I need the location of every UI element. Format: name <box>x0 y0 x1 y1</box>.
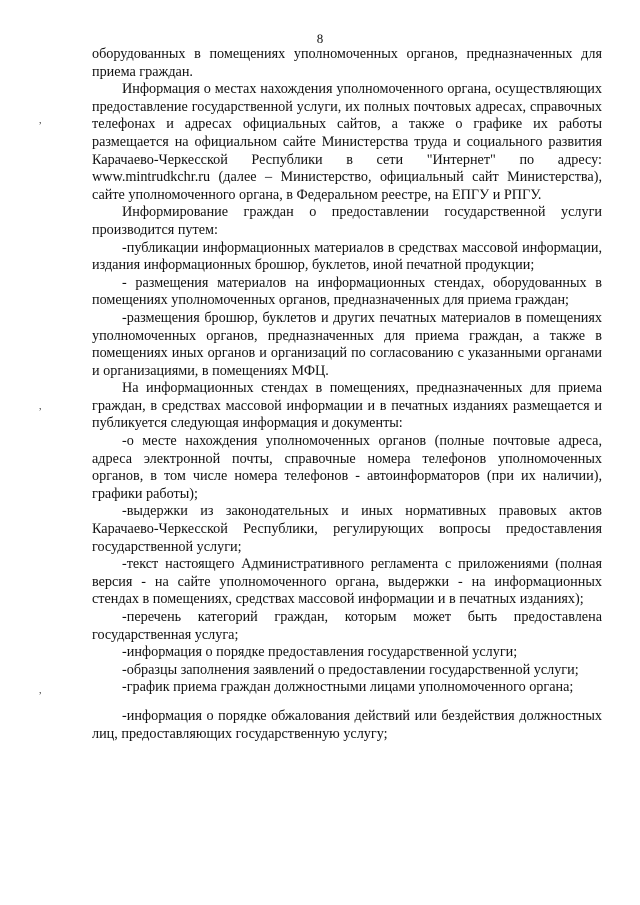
paragraph: оборудованных в помещениях уполномоченных органов, предназначенных для приема граждан. <box>92 46 602 80</box>
list-item: -о месте нахождения уполномоченных органов (полные почтовые адреса, адреса электронной почты, справочные номера телефонов уполномоченных органов, в том числе номера телефонов - автоинформаторов (при их наличии), графики работы); <box>92 433 602 502</box>
list-item: -информация о порядке обжалования действий или бездействия должностных лиц, предоставляющих государственную услугу; <box>92 707 602 742</box>
page-number: 8 <box>316 31 324 46</box>
list-item: -размещения брошюр, буклетов и других печатных материалов в помещениях уполномоченных органов, предназначенных для приема граждан, а также в помещениях иных органов и организаций по согласованию с указанными органами и организациями, в помещениях МФЦ. <box>92 309 602 379</box>
paragraph: Информация о местах нахождения уполномоченного органа, осуществляющих предоставление государственной услуги, их полных почтовых адресах, справочных телефонах и адресах официальных сайтов, а также о графике их работы размещается на официальном сайте Министерства труда и социального развития Карачаево-Черкесской Республики в сети "Интернет" по адресу: www.mintrudkchr.ru (далее – Министерство, официальный сайт Министерства), сайте уполномоченного органа, в Федеральном реестре, на ЕПГУ и РПГУ. <box>92 81 602 203</box>
margin-mark: , <box>39 401 42 412</box>
list-item: -публикации информационных материалов в средствах массовой информации, издания информационных брошюр, буклетов, иной печатной продукции; <box>92 239 602 274</box>
list-item: -информация о порядке предоставления государственной услуги; <box>122 644 518 661</box>
margin-mark: , <box>39 685 42 696</box>
paragraph: На информационных стендах в помещениях, предназначенных для приема граждан, в средствах массовой информации и в печатных изданиях размещается и публикуется следующая информация и документы: <box>92 380 602 432</box>
list-item: -перечень категорий граждан, которым может быть предоставлена государственная услуга; <box>92 609 602 643</box>
paragraph: Информирование граждан о предоставлении государственной услуги производится путем: <box>92 204 602 238</box>
list-item: -текст настоящего Административного регламента с приложениями (полная версия - на сайте уполномоченного органа, выдержки - на информационных стендах в помещениях, средствах массовой информации и в печатных изданиях); <box>92 556 602 608</box>
margin-mark: , <box>39 115 42 126</box>
list-item: -выдержки из законодательных и иных нормативных правовых актов Карачаево-Черкесской Республики, регулирующих вопросы предоставления государственной услуги; <box>92 503 602 555</box>
list-item: - размещения материалов на информационных стендах, оборудованных в помещениях уполномоченных органов, предназначенных для приема граждан; <box>92 274 602 309</box>
list-item: -образцы заполнения заявлений о предоставлении государственной услуги; <box>122 661 579 678</box>
document-body <box>92 46 602 743</box>
list-item: -график приема граждан должностными лицами уполномоченного органа; <box>122 679 574 696</box>
